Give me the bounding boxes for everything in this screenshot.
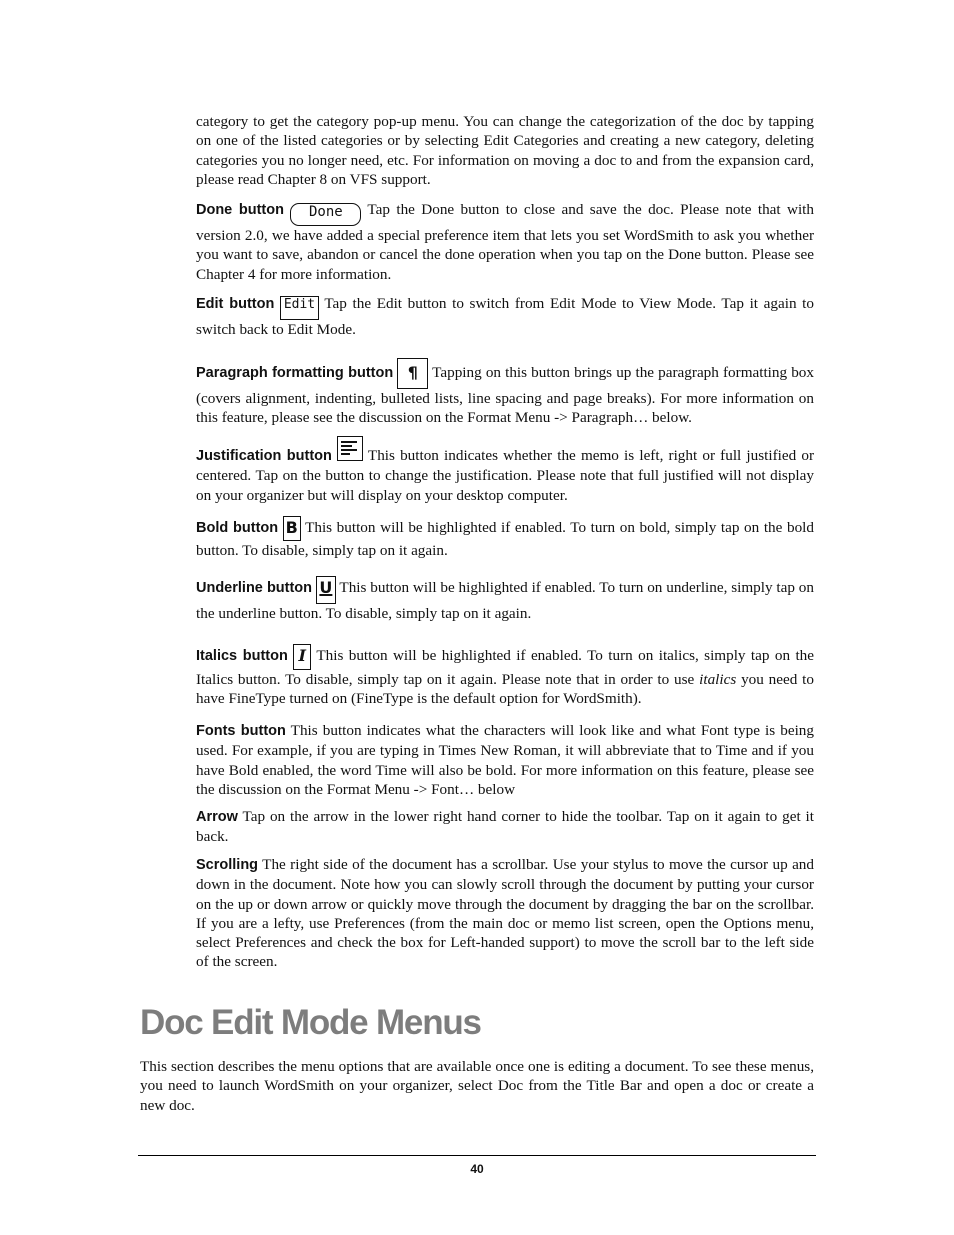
italic-icon-label: I [298, 646, 306, 665]
underline-button-paragraph [196, 576, 814, 623]
justification-paragraph [196, 436, 814, 505]
arrow-text: Tap on the arrow in the lower right hand corner to hide the toolbar. Tap on it again to get it back. [196, 808, 814, 846]
scrolling-term: Scrolling [196, 857, 259, 873]
arrow-paragraph [196, 807, 814, 847]
footer-rule [138, 1155, 816, 1156]
justification-term: Justification button [196, 448, 332, 464]
fonts-button-term: Fonts button [196, 723, 286, 739]
bold-icon [283, 516, 301, 541]
done-button-text: Tap the Done button to close and save the doc. Please note that with version 2.0, we have added a special preference item that lets you set WordSmith to ask you whether you want to save, abandon or cancel the done operation when you tap on the Done button. Please see Chapter 4 for more information. [196, 201, 814, 283]
fonts-button-text: This button indicates what the characters will look like and what Font type is being used. For example, if you are typing in Times New Roman, it will abbreviate that to Time and if you have Bold enabled, the word Time will also be bold. For more information on this feature, please see the discussion on the Format Menu -> Font… below [196, 722, 814, 798]
justify-left-icon [337, 436, 363, 461]
bold-button-paragraph [196, 516, 814, 560]
paragraph-formatting-paragraph [196, 358, 814, 428]
bold-button-term: Bold button [196, 520, 279, 536]
scrolling-paragraph [196, 855, 814, 972]
underline-button-term: Underline button [196, 580, 313, 596]
bold-icon-label: B [285, 518, 298, 537]
italics-button-text-after: you need to have FineType turned on (FineType is the default option for WordSmith). [196, 671, 814, 708]
done-icon-label: Done [308, 204, 343, 220]
italics-word: italics [699, 671, 737, 688]
italic-icon [293, 644, 311, 670]
italics-button-text: This button will be highlighted if enabled. To turn on italics, simply tap on the Italics button. To disable, simply tap on it again. Please note that in order to use [196, 647, 815, 688]
pilcrow-icon [397, 358, 428, 389]
pilcrow-icon-label: ¶ [407, 363, 418, 382]
justification-text: This button indicates whether the memo is left, right or full justified or centered. Tap on the button to change the justification. Please note that full justified will not display on your organizer but will display on your desktop computer. [196, 447, 815, 504]
section-heading: Doc Edit Mode Menus [140, 1003, 481, 1042]
done-button-term: Done button [196, 202, 284, 218]
done-button-paragraph [196, 200, 814, 284]
paragraph-formatting-text: Tapping on this button brings up the paragraph formatting box (covers alignment, indenting, bulleted lists, line spacing and page breaks). For more information on this feature, please see the discussion on the Format Menu -> Paragraph… below. [196, 364, 814, 427]
italics-button-term: Italics button [196, 648, 288, 664]
edit-icon-label: Edit [283, 297, 316, 312]
page-number: 40 [470, 1162, 484, 1176]
paragraph-formatting-term: Paragraph formatting button [196, 365, 394, 381]
underline-icon [316, 576, 336, 604]
intro-paragraph: category to get the category pop-up menu. You can change the categorization of the doc by tapping on one of the listed categories or by selecting Edit Categories and creating a new category, deleting categories you no longer need, etc. For information on moving a doc to and from the expansion card, please read Chapter 8 on VFS support. [196, 113, 814, 188]
bold-button-text: This button will be highlighted if enabled. To turn on bold, simply tap on the bold button. To disable, simply tap on it again. [196, 519, 814, 559]
underline-button-text: This button will be highlighted if enabled. To turn on underline, simply tap on the underline button. To disable, simply tap on it again. [196, 579, 814, 622]
underline-icon-label: U [319, 578, 333, 597]
section-body-paragraph: This section describes the menu options that are available once one is editing a document. To see these menus, you need to launch WordSmith on your organizer, select Doc from the Title Bar and open a doc or create a new doc. [140, 1058, 814, 1114]
edit-button-icon [280, 296, 319, 320]
done-button-icon [290, 203, 361, 226]
arrow-term: Arrow [196, 809, 238, 825]
fonts-button-paragraph [196, 721, 814, 799]
italics-button-paragraph [196, 644, 814, 709]
edit-button-paragraph [196, 294, 814, 339]
edit-button-term: Edit button [196, 296, 275, 312]
edit-button-text: Tap the Edit button to switch from Edit Mode to View Mode. Tap it again to switch back to Edit Mode. [196, 295, 814, 338]
scrolling-text: The right side of the document has a scrollbar. Use your stylus to move the cursor up and down in the document. Note how you can slowly scroll through the document by putting your cursor on the up or down arrow or quickly move through the document by dragging the bar on the scrollbar. If you are a lefty, use Preferences (from the main doc or memo list screen, open the Options menu, select Preferences and check the box for Left-handed support) to move the scroll bar to the left side of the screen. [196, 856, 814, 971]
